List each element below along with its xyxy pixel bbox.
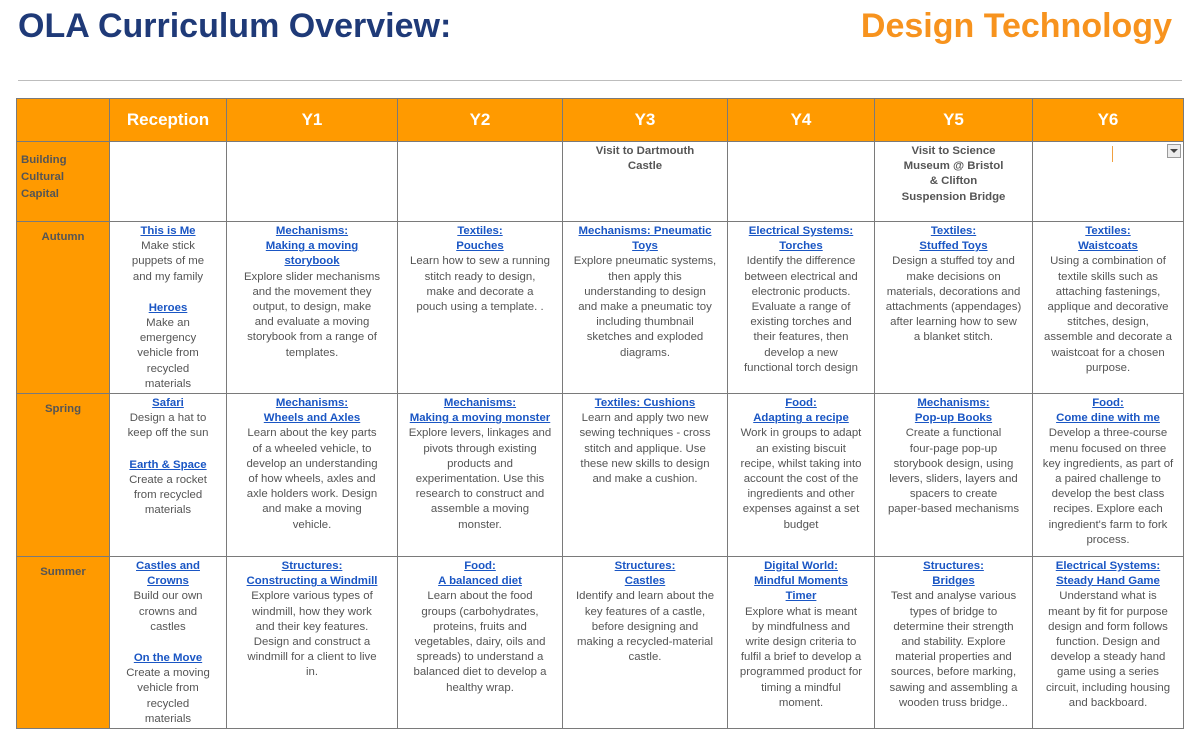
subject-title: Design Technology — [860, 7, 1172, 45]
summer-y5: Structures: Bridges Test and analyse various types of bridge to determine their strength and stability. Explore material properties and sources, before marking, sawing and assembling a wooden truss bridge.. — [875, 557, 1033, 729]
corner-cell — [17, 99, 110, 142]
column-header-y6: Y6 — [1033, 99, 1184, 142]
row-label-autumn: Autumn — [17, 222, 110, 394]
cultural-capital-y6[interactable] — [1033, 142, 1184, 222]
column-header-y5: Y5 — [875, 99, 1033, 142]
column-header-y1: Y1 — [227, 99, 398, 142]
title-divider — [18, 80, 1182, 81]
cultural-capital-row — [17, 142, 1184, 222]
cultural-capital-reception[interactable] — [110, 142, 227, 222]
summer-y3: Structures: Castles Identify and learn about the key features of a castle, before designing and making a recycled-material castle. — [563, 557, 728, 729]
spring-y6: Food: Come dine with me Develop a three-course menu focused on three key ingredients, as part of a paired challenge to develop the best class recipes. Explore each ingredient's farm to fork process. — [1033, 394, 1184, 557]
header-row — [17, 99, 1184, 142]
summer-reception: Castles and Crowns Build our own crowns and castles On the Move Create a moving vehicle from recycled materials — [110, 557, 227, 729]
summer-y1: Structures: Constructing a Windmill Explore various types of windmill, how they work and their key features. Design and construct a windmill for a client to live in. — [227, 557, 398, 729]
spring-reception: Safari Design a hat to keep off the sun Earth & Space Create a rocket from recycled materials — [110, 394, 227, 557]
spring-y2: Mechanisms: Making a moving monster Explore levers, linkages and pivots through existing products and experimentation. Use this research to construct and assemble a moving monster. — [398, 394, 563, 557]
cultural-capital-y5[interactable]: Visit to Science Museum @ Bristol & Clifton Suspension Bridge — [875, 142, 1033, 222]
autumn-y5: Textiles: Stuffed Toys Design a stuffed toy and make decisions on materials, decorations and attachments (appendages) after learning how to sew a blanket stitch. — [875, 222, 1033, 394]
column-header-reception: Reception — [110, 99, 227, 142]
curriculum-table — [16, 98, 1184, 729]
autumn-y2: Textiles: Pouches Learn how to sew a running stitch ready to design, make and decorate a pouch using a template. . — [398, 222, 563, 394]
text-cursor — [1112, 146, 1113, 162]
row-label-building-cultural-capital: Building Cultural Capital — [17, 142, 110, 222]
autumn-y6: Textiles: Waistcoats Using a combination of textile skills such as attaching fastenings, applique and decorative stitches, design, assemble and decorate a waistcoat for a chosen purpose. — [1033, 222, 1184, 394]
spring-y4: Food: Adapting a recipe Work in groups to adapt an existing biscuit recipe, whilst taking into account the cost of the ingredients and other expenses against a set budget — [728, 394, 875, 557]
column-header-y3: Y3 — [563, 99, 728, 142]
summer-y6: Electrical Systems: Steady Hand Game Understand what is meant by fit for purpose design and form follows function. Design and develop a steady hand game using a series circuit, including housing and backboard. — [1033, 557, 1184, 729]
summer-row — [17, 557, 1184, 729]
column-header-y2: Y2 — [398, 99, 563, 142]
column-header-y4: Y4 — [728, 99, 875, 142]
row-label-spring: Spring — [17, 394, 110, 557]
autumn-y1: Mechanisms: Making a moving storybook Explore slider mechanisms and the movement they output, to design, make and evaluate a moving storybook from a range of templates. — [227, 222, 398, 394]
autumn-y4: Electrical Systems: Torches Identify the difference between electrical and electronic products. Evaluate a range of existing torches and their features, then develop a new functional torch design — [728, 222, 875, 394]
autumn-reception: This is Me Make stick puppets of me and my family Heroes Make an emergency vehicle from recycled materials — [110, 222, 227, 394]
spring-row — [17, 394, 1184, 557]
autumn-y3: Mechanisms: Pneumatic Toys Explore pneumatic systems, then apply this understanding to design and make a pneumatic toy including thumbnail sketches and exploded diagrams. — [563, 222, 728, 394]
row-label-summer: Summer — [17, 557, 110, 729]
spring-y3: Textiles: Cushions Learn and apply two new sewing techniques - cross stitch and applique. Use these new skills to design and make a cushion. — [563, 394, 728, 557]
cultural-capital-y4[interactable] — [728, 142, 875, 222]
spring-y5: Mechanisms: Pop-up Books Create a functional four-page pop-up storybook design, using levers, sliders, layers and spacers to create paper-based mechanisms — [875, 394, 1033, 557]
summer-y4: Digital World: Mindful Moments Timer Explore what is meant by mindfulness and write design criteria to fulfil a brief to develop a programmed product for timing a mindful moment. — [728, 557, 875, 729]
page-title: OLA Curriculum Overview: — [18, 7, 452, 45]
summer-y2: Food: A balanced diet Learn about the food groups (carbohydrates, proteins, fruits and vegetables, dairy, oils and spreads) to understand a balanced diet to develop a healthy wrap. — [398, 557, 563, 729]
autumn-row — [17, 222, 1184, 394]
cultural-capital-y3[interactable]: Visit to Dartmouth Castle — [563, 142, 728, 222]
cultural-capital-y2[interactable] — [398, 142, 563, 222]
spring-y1: Mechanisms: Wheels and Axles Learn about the key parts of a wheeled vehicle, to develop an understanding of how wheels, axles and axle holders work. Design and make a moving vehicle. — [227, 394, 398, 557]
dropdown-arrow-icon[interactable] — [1167, 144, 1181, 158]
cultural-capital-y1[interactable] — [227, 142, 398, 222]
